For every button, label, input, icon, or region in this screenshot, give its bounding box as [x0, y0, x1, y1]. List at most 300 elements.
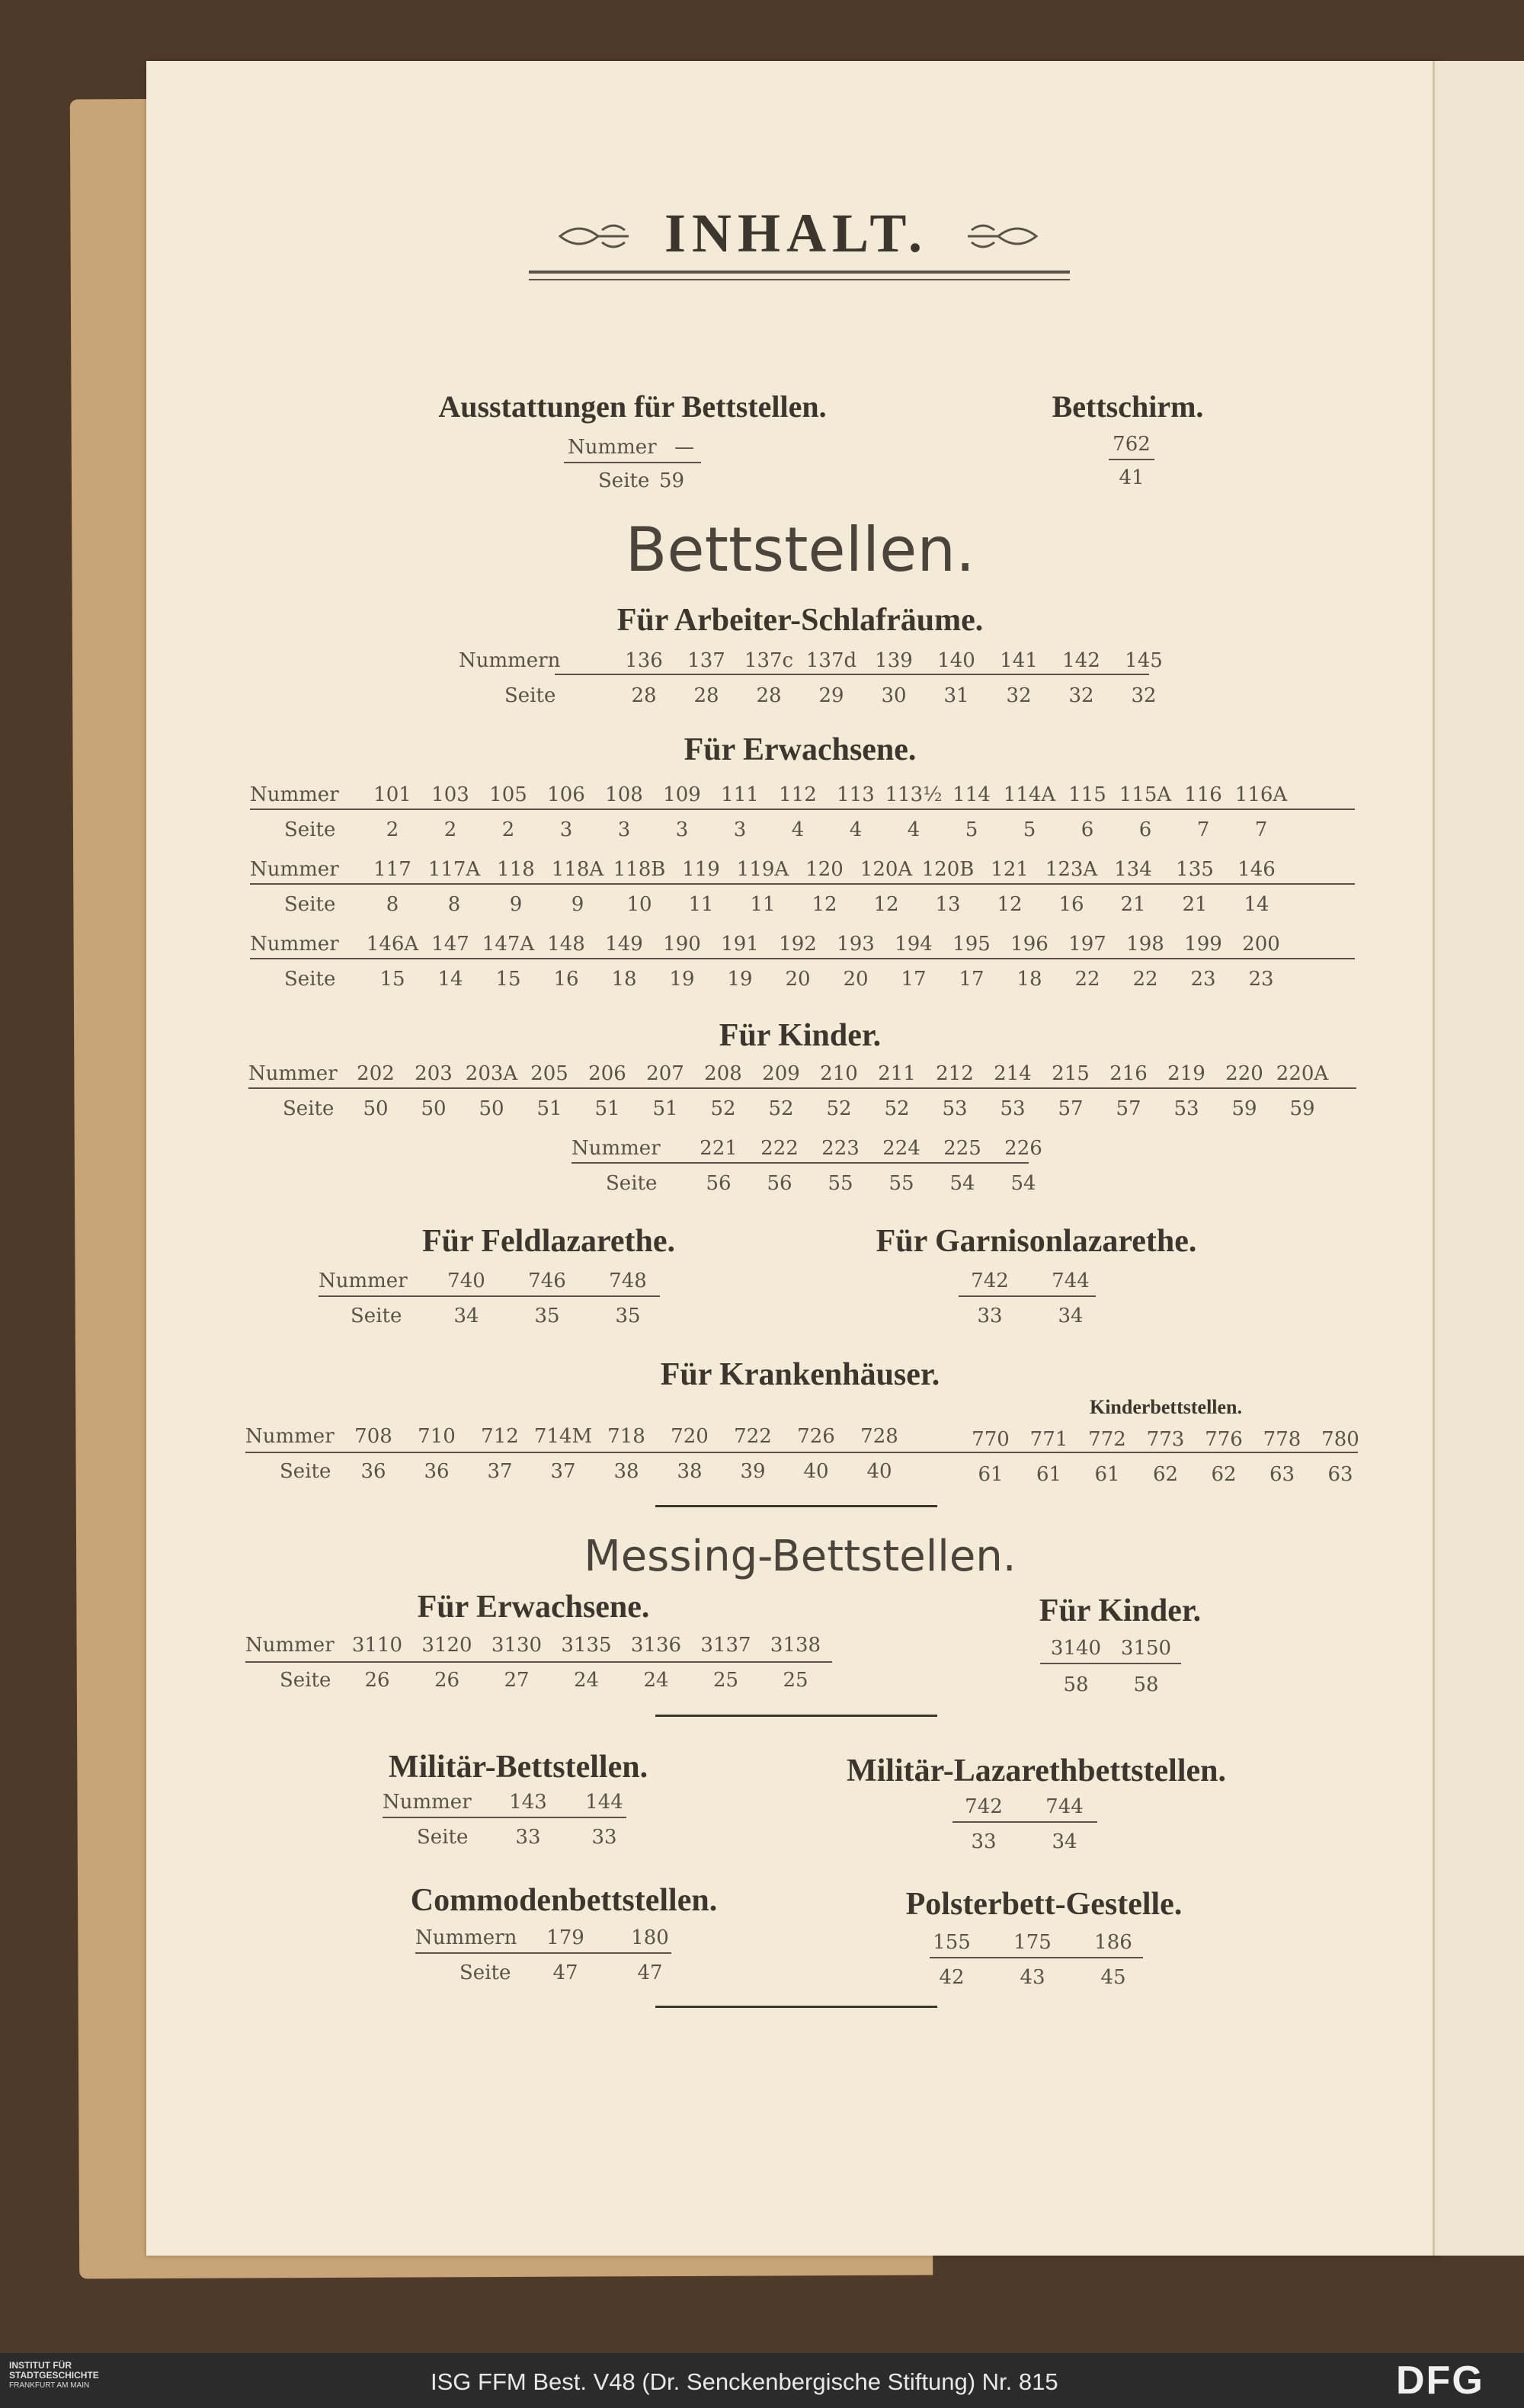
erwachsene-seite-cell: 7 — [1196, 818, 1210, 841]
erwachsene-nummer-cell: 118 — [497, 858, 535, 881]
arbeiter-seite-label: Seite — [504, 684, 556, 707]
ausstattungen-nummer: — — [674, 436, 694, 459]
table-rule — [952, 1821, 1097, 1823]
erwachsene-seite-cell: 21 — [1182, 893, 1208, 916]
kinder-nummer-cell: 214 — [994, 1062, 1032, 1085]
erwachsene-nummer-cell: 193 — [837, 933, 875, 956]
bettschirm-seite: 41 — [1119, 466, 1145, 489]
erwachsene-nummer-cell: 115A — [1119, 783, 1172, 806]
messing-seite-cell: 25 — [712, 1669, 739, 1692]
bettstellen-title: Bettstellen. — [625, 514, 975, 585]
erwachsene-seite-cell: 8 — [447, 893, 461, 916]
page-title: INHALT. — [664, 203, 929, 264]
kinder-nummer-cell-2: 222 — [760, 1137, 799, 1160]
table-rule — [383, 1817, 626, 1818]
kranken-seite-cell: 40 — [803, 1460, 829, 1483]
erwachsene-seite-cell: 12 — [997, 893, 1023, 916]
erwachsene-nummer-cell: 120A — [860, 858, 913, 881]
table-rule — [1040, 1663, 1181, 1664]
erwachsene-nummer-label: Nummer — [250, 783, 339, 806]
messing-seite-label: Seite — [280, 1669, 331, 1692]
polster-nummer-cell: 175 — [1013, 1931, 1052, 1954]
militaer-seite-cell: 33 — [591, 1826, 617, 1849]
messing-kinder-heading: Für Kinder. — [1039, 1593, 1202, 1628]
feld-seite-cell: 34 — [453, 1305, 479, 1327]
messing-nummer-cell: 3130 — [491, 1634, 543, 1657]
kranken-kinder-nummer-cell: 773 — [1146, 1428, 1185, 1451]
kinder-heading: Für Kinder. — [719, 1018, 882, 1053]
messing-nummer-cell: 3135 — [561, 1634, 612, 1657]
kinder-seite-cell-2: 54 — [1010, 1172, 1036, 1195]
feld-nummer-cell: 740 — [447, 1270, 485, 1292]
garnison-seite-cell: 33 — [977, 1305, 1003, 1327]
ausstattungen-nummer-label: Nummer — [568, 436, 657, 459]
arbeiter-nummer-cell: 142 — [1062, 649, 1100, 672]
kinder-nummer-cell: 216 — [1109, 1062, 1148, 1085]
polster-seite-cell: 43 — [1020, 1966, 1045, 1989]
kinder-nummer-label-2: Nummer — [572, 1137, 661, 1160]
kinder-seite-cell: 57 — [1058, 1097, 1084, 1120]
erwachsene-nummer-cell: 134 — [1114, 858, 1152, 881]
erwachsene-seite-cell: 11 — [750, 893, 776, 916]
kinder-seite-cell: 50 — [479, 1097, 504, 1120]
militaer-laz-nummer-cell: 744 — [1045, 1795, 1084, 1818]
kinderbettstellen-subheading: Kinderbettstellen. — [1089, 1396, 1243, 1418]
militaer-lazareth-heading: Militär-Lazarethbettstellen. — [846, 1753, 1226, 1788]
kinder-nummer-cell: 212 — [936, 1062, 974, 1085]
militaer-laz-nummer-cell: 742 — [965, 1795, 1003, 1818]
kinder-nummer-cell: 203 — [415, 1062, 453, 1085]
kranken-nummer-cell: 728 — [860, 1425, 898, 1448]
erwachsene-nummer-cell: 119A — [736, 858, 789, 881]
erwachsene-nummer-cell: 148 — [547, 933, 585, 956]
kinder-seite-cell: 57 — [1116, 1097, 1141, 1120]
kranken-kinder-seite-cell: 61 — [978, 1463, 1004, 1486]
erwachsene-seite-cell: 22 — [1074, 968, 1100, 991]
erwachsene-nummer-cell: 109 — [663, 783, 701, 806]
kinder-seite-cell: 53 — [942, 1097, 968, 1120]
erwachsene-nummer-cell: 105 — [489, 783, 527, 806]
erwachsene-seite-cell: 14 — [1244, 893, 1269, 916]
krankenhaeuser-heading: Für Krankenhäuser. — [660, 1357, 940, 1392]
erwachsene-nummer-cell: 146A — [366, 933, 419, 956]
messing-nummer-label: Nummer — [245, 1634, 335, 1657]
erwachsene-seite-cell: 4 — [849, 818, 863, 841]
section-separator — [655, 1505, 937, 1507]
erwachsene-seite-cell: 22 — [1132, 968, 1158, 991]
kinder-seite-cell-2: 54 — [949, 1172, 975, 1195]
messing-seite-cell: 24 — [573, 1669, 600, 1692]
arbeiter-heading: Für Arbeiter-Schlafräume. — [616, 603, 984, 638]
kinder-seite-cell-2: 56 — [767, 1172, 792, 1195]
kranken-kinder-nummer-cell: 780 — [1321, 1428, 1359, 1451]
erwachsene-nummer-cell: 116A — [1234, 783, 1288, 806]
erwachsene-seite-cell: 9 — [571, 893, 584, 916]
erwachsene-nummer-cell: 196 — [1010, 933, 1049, 956]
kinder-nummer-cell-2: 226 — [1004, 1137, 1042, 1160]
kranken-nummer-cell: 714M — [533, 1425, 593, 1448]
feld-nummer-label: Nummer — [319, 1270, 408, 1292]
erwachsene-nummer-cell: 199 — [1184, 933, 1222, 956]
table-rule — [245, 1452, 1358, 1453]
kranken-kinder-nummer-cell: 776 — [1205, 1428, 1243, 1451]
erwachsene-seite-cell: 5 — [965, 818, 978, 841]
erwachsene-seite-cell: 17 — [959, 968, 985, 991]
kranken-kinder-nummer-cell: 772 — [1088, 1428, 1126, 1451]
erwachsene-nummer-cell: 197 — [1068, 933, 1106, 956]
erwachsene-nummer-cell: 123A — [1045, 858, 1098, 881]
arbeiter-seite-cell: 28 — [631, 684, 657, 707]
erwachsene-nummer-cell: 146 — [1237, 858, 1276, 881]
table-rule — [930, 1957, 1143, 1958]
kinder-nummer-cell: 210 — [820, 1062, 858, 1085]
feld-seite-label: Seite — [351, 1305, 402, 1327]
erwachsene-seite-cell: 7 — [1254, 818, 1268, 841]
kranken-kinder-nummer-cell: 770 — [972, 1428, 1010, 1451]
kinder-nummer-cell: 209 — [762, 1062, 800, 1085]
kranken-nummer-cell: 720 — [671, 1425, 709, 1448]
polster-heading: Polsterbett-Gestelle. — [905, 1887, 1183, 1922]
erwachsene-seite-cell: 3 — [733, 818, 747, 841]
messing-kinder-seite-cell: 58 — [1133, 1673, 1159, 1696]
table-rule — [319, 1295, 660, 1297]
erwachsene-seite-cell: 13 — [935, 893, 961, 916]
kranken-kinder-seite-cell: 61 — [1094, 1463, 1120, 1486]
erwachsene-nummer-cell: 108 — [605, 783, 643, 806]
section-separator-3 — [655, 2006, 937, 2008]
erwachsene-nummer-cell: 191 — [721, 933, 759, 956]
kranken-seite-cell: 38 — [677, 1460, 703, 1483]
erwachsene-seite-cell: 2 — [443, 818, 457, 841]
erwachsene-nummer-cell: 120 — [805, 858, 844, 881]
erwachsene-seite-cell: 16 — [1058, 893, 1084, 916]
erwachsene-nummer-cell: 198 — [1126, 933, 1164, 956]
kinder-seite-cell: 52 — [826, 1097, 852, 1120]
kranken-kinder-seite-cell: 63 — [1327, 1463, 1353, 1486]
garnison-nummer-cell: 742 — [971, 1270, 1009, 1292]
erwachsene-nummer-cell: 101 — [373, 783, 411, 806]
messing-seite-cell: 26 — [364, 1669, 390, 1692]
kinder-nummer-label: Nummer — [248, 1062, 338, 1085]
kranken-seite-cell: 37 — [487, 1460, 513, 1483]
kinder-seite-cell: 53 — [1000, 1097, 1026, 1120]
kranken-kinder-seite-cell: 62 — [1152, 1463, 1179, 1486]
kinder-nummer-cell: 219 — [1167, 1062, 1205, 1085]
messing-kinder-nummer-cell: 3140 — [1050, 1637, 1102, 1660]
kinder-seite-cell: 52 — [884, 1097, 910, 1120]
kinder-seite-cell-2: 55 — [828, 1172, 853, 1195]
kinder-seite-cell: 51 — [594, 1097, 620, 1120]
erwachsene-nummer-cell: 114A — [1003, 783, 1056, 806]
table-rule — [959, 1295, 1096, 1297]
kinder-nummer-cell: 208 — [704, 1062, 742, 1085]
polster-seite-cell: 42 — [939, 1966, 965, 1989]
table-rule — [250, 809, 1355, 810]
kinder-seite-cell: 50 — [363, 1097, 389, 1120]
erwachsene-nummer-cell: 112 — [779, 783, 817, 806]
messing-nummer-cell: 3136 — [630, 1634, 682, 1657]
kinder-nummer-cell: 215 — [1052, 1062, 1090, 1085]
bettschirm-nummer: 762 — [1113, 433, 1151, 456]
table-rule — [572, 1162, 1029, 1164]
kinder-seite-cell: 52 — [768, 1097, 794, 1120]
kranken-nummer-cell: 710 — [418, 1425, 456, 1448]
kranken-nummer-cell: 718 — [607, 1425, 645, 1448]
erwachsene-seite-cell: 15 — [379, 968, 405, 991]
erwachsene-nummer-cell: 192 — [779, 933, 817, 956]
commoden-nummer-cell: 180 — [631, 1926, 669, 1949]
messing-kinder-nummer-cell: 3150 — [1120, 1637, 1172, 1660]
erwachsene-seite-cell: 16 — [553, 968, 579, 991]
kinder-seite-cell: 53 — [1173, 1097, 1199, 1120]
erwachsene-seite-cell: 6 — [1138, 818, 1152, 841]
kranken-seite-cell: 37 — [550, 1460, 576, 1483]
erwachsene-seite-cell: 8 — [386, 893, 399, 916]
erwachsene-seite-cell: 23 — [1190, 968, 1216, 991]
arbeiter-nummer-cell: 139 — [875, 649, 913, 672]
kinder-seite-cell: 52 — [710, 1097, 736, 1120]
ausstattungen-seite: 59 — [659, 469, 685, 492]
kranken-kinder-nummer-cell: 778 — [1263, 1428, 1301, 1451]
erwachsene-nummer-cell: 117A — [427, 858, 481, 881]
erwachsene-seite-cell: 9 — [509, 893, 523, 916]
erwachsene-seite-cell: 18 — [611, 968, 637, 991]
arbeiter-seite-cell: 28 — [756, 684, 782, 707]
kinder-nummer-cell: 202 — [357, 1062, 395, 1085]
erwachsene-nummer-cell: 195 — [952, 933, 991, 956]
feld-seite-cell: 35 — [534, 1305, 560, 1327]
messing-nummer-cell: 3137 — [700, 1634, 751, 1657]
feld-nummer-cell: 748 — [609, 1270, 647, 1292]
commoden-seite-cell: 47 — [552, 1961, 578, 1984]
document-caption: ISG FFM Best. V48 (Dr. Senckenbergische Stiftung) Nr. 815 — [431, 2368, 1058, 2395]
erwachsene-seite-cell: 2 — [501, 818, 515, 841]
arbeiter-seite-cell: 29 — [818, 684, 844, 707]
kranken-nummer-cell: 708 — [354, 1425, 392, 1448]
militaer-heading: Militär-Bettstellen. — [388, 1750, 648, 1785]
kinder-seite-cell: 51 — [652, 1097, 678, 1120]
erwachsene-nummer-cell: 103 — [431, 783, 469, 806]
messing-nummer-cell: 3120 — [421, 1634, 472, 1657]
ausstattungen-heading: Ausstattungen für Bettstellen. — [438, 389, 827, 424]
messing-kinder-seite-cell: 58 — [1063, 1673, 1089, 1696]
kinder-nummer-cell: 203A — [465, 1062, 518, 1085]
erwachsene-nummer-cell: 190 — [663, 933, 701, 956]
erwachsene-seite-cell: 20 — [843, 968, 869, 991]
arbeiter-seite-cell: 28 — [693, 684, 719, 707]
arbeiter-seite-cell: 32 — [1006, 684, 1032, 707]
erwachsene-seite-cell: 4 — [791, 818, 805, 841]
erwachsene-seite-cell: 18 — [1017, 968, 1042, 991]
title-rule — [529, 271, 1070, 274]
erwachsene-seite-cell: 20 — [785, 968, 811, 991]
section-separator-2 — [655, 1715, 937, 1717]
erwachsene-seite-cell: 19 — [669, 968, 695, 991]
adjacent-page-edge — [1433, 61, 1524, 2256]
kranken-seite-cell: 40 — [866, 1460, 892, 1483]
erwachsene-seite-cell: 10 — [626, 893, 652, 916]
kranken-nummer-cell: 726 — [797, 1425, 835, 1448]
messing-nummer-cell: 3110 — [351, 1634, 403, 1657]
table-rule — [250, 883, 1355, 885]
erwachsene-nummer-cell: 118A — [551, 858, 604, 881]
kinder-nummer-cell-2: 223 — [821, 1137, 860, 1160]
erwachsene-seite-cell: 2 — [386, 818, 399, 841]
messing-nummer-cell: 3138 — [770, 1634, 821, 1657]
kinder-seite-cell-2: 56 — [706, 1172, 732, 1195]
polster-nummer-cell: 186 — [1094, 1931, 1132, 1954]
erwachsene-seite-cell: 12 — [812, 893, 837, 916]
kranken-nummer-cell: 712 — [481, 1425, 519, 1448]
kinder-nummer-cell-2: 221 — [700, 1137, 738, 1160]
kranken-kinder-seite-cell: 61 — [1036, 1463, 1062, 1486]
messing-seite-cell: 24 — [643, 1669, 669, 1692]
erwachsene-nummer-cell: 194 — [895, 933, 933, 956]
kranken-nummer-cell: 722 — [734, 1425, 772, 1448]
kinder-seite-cell: 59 — [1289, 1097, 1315, 1120]
ausstattungen-seite-label: Seite — [598, 469, 650, 492]
kinder-nummer-cell: 211 — [878, 1062, 916, 1085]
ausstattungen-rule — [564, 462, 701, 463]
arbeiter-nummer-cell: 145 — [1125, 649, 1163, 672]
erwachsene-nummer-cell: 113 — [837, 783, 875, 806]
kranken-seite-label: Seite — [280, 1460, 331, 1483]
polster-nummer-cell: 155 — [933, 1931, 971, 1954]
kinder-seite-label-2: Seite — [606, 1172, 658, 1195]
kinder-seite-cell: 51 — [536, 1097, 562, 1120]
kinder-seite-label: Seite — [283, 1097, 335, 1120]
erwachsene-nummer-cell: 120B — [921, 858, 975, 881]
polster-seite-cell: 45 — [1100, 1966, 1126, 1989]
erwachsene-nummer-cell: 117 — [373, 858, 411, 881]
kinder-nummer-cell-2: 225 — [943, 1137, 981, 1160]
kinder-seite-cell: 50 — [421, 1097, 447, 1120]
erwachsene-nummer-cell: 115 — [1068, 783, 1106, 806]
table-rule — [245, 1661, 832, 1663]
kinder-nummer-cell: 205 — [530, 1062, 568, 1085]
erwachsene-seite-cell: 6 — [1081, 818, 1094, 841]
kranken-nummer-label: Nummer — [245, 1425, 335, 1448]
garnison-seite-cell: 34 — [1058, 1305, 1084, 1327]
erwachsene-seite-cell: 3 — [559, 818, 573, 841]
erwachsene-seite-cell: 3 — [675, 818, 689, 841]
militaer-nummer-label: Nummer — [383, 1791, 472, 1814]
militaer-seite-cell: 33 — [515, 1826, 541, 1849]
feldlazarethe-heading: Für Feldlazarethe. — [421, 1224, 676, 1259]
arbeiter-nummer-label: Nummern — [459, 649, 561, 672]
messing-seite-cell: 26 — [434, 1669, 460, 1692]
erwachsene-nummer-cell: 106 — [547, 783, 585, 806]
erwachsene-nummer-cell: 200 — [1242, 933, 1280, 956]
kranken-seite-cell: 36 — [360, 1460, 386, 1483]
arbeiter-nummer-cell: 137 — [687, 649, 725, 672]
garnisonlazarethe-heading: Für Garnisonlazarethe. — [876, 1224, 1197, 1259]
erwachsene-heading: Für Erwachsene. — [684, 732, 917, 767]
erwachsene-seite-cell: 3 — [617, 818, 631, 841]
kranken-seite-cell: 39 — [740, 1460, 766, 1483]
institute-logo: INSTITUT FÜR STADTGESCHICHTE FRANKFURT AM MAIN — [9, 2360, 99, 2390]
kinder-seite-cell-2: 55 — [888, 1172, 914, 1195]
messing-erwachsene-heading: Für Erwachsene. — [417, 1590, 650, 1625]
kranken-seite-cell: 38 — [613, 1460, 639, 1483]
erwachsene-seite-label: Seite — [284, 968, 336, 991]
erwachsene-seite-cell: 15 — [495, 968, 521, 991]
erwachsene-nummer-cell: 147A — [482, 933, 535, 956]
arbeiter-nummer-cell: 140 — [937, 649, 975, 672]
kranken-kinder-nummer-cell: 771 — [1029, 1428, 1068, 1451]
arbeiter-nummer-cell: 137c — [744, 649, 794, 672]
erwachsene-seite-label: Seite — [284, 818, 336, 841]
erwachsene-seite-cell: 11 — [688, 893, 714, 916]
militaer-seite-label: Seite — [417, 1826, 469, 1849]
erwachsene-seite-cell: 14 — [437, 968, 463, 991]
kinder-nummer-cell: 220A — [1276, 1062, 1329, 1085]
commoden-seite-label: Seite — [459, 1961, 511, 1984]
dfg-logo: DFG — [1396, 2358, 1484, 2403]
ornament-right-icon — [964, 213, 1040, 259]
ornament-left-icon — [556, 213, 632, 259]
kranken-kinder-seite-cell: 62 — [1211, 1463, 1237, 1486]
erwachsene-seite-cell: 5 — [1023, 818, 1036, 841]
commoden-heading: Commodenbettstellen. — [410, 1883, 718, 1918]
erwachsene-seite-cell: 17 — [901, 968, 927, 991]
arbeiter-seite-cell: 31 — [943, 684, 969, 707]
erwachsene-seite-cell: 23 — [1248, 968, 1274, 991]
erwachsene-nummer-cell: 149 — [605, 933, 643, 956]
erwachsene-nummer-cell: 111 — [721, 783, 759, 806]
militaer-laz-seite-cell: 34 — [1052, 1830, 1077, 1853]
bettschirm-heading: Bettschirm. — [1052, 389, 1204, 424]
messing-seite-cell: 25 — [783, 1669, 808, 1692]
erwachsene-seite-cell: 4 — [907, 818, 920, 841]
feld-seite-cell: 35 — [615, 1305, 641, 1327]
erwachsene-nummer-cell: 119 — [682, 858, 720, 881]
erwachsene-nummer-cell: 135 — [1176, 858, 1214, 881]
erwachsene-nummer-cell: 118B — [613, 858, 666, 881]
militaer-nummer-cell: 143 — [509, 1791, 547, 1814]
arbeiter-nummer-cell: 136 — [625, 649, 663, 672]
messing-seite-cell: 27 — [504, 1669, 530, 1692]
erwachsene-nummer-cell: 114 — [952, 783, 991, 806]
erwachsene-nummer-cell: 121 — [991, 858, 1029, 881]
arbeiter-nummer-cell: 141 — [1000, 649, 1038, 672]
title-rule-2 — [529, 279, 1070, 280]
kinder-nummer-cell: 207 — [646, 1062, 684, 1085]
erwachsene-seite-cell: 12 — [873, 893, 899, 916]
erwachsene-seite-cell: 19 — [727, 968, 753, 991]
kinder-nummer-cell-2: 224 — [882, 1137, 920, 1160]
arbeiter-seite-cell: 30 — [881, 684, 907, 707]
table-rule — [250, 958, 1355, 959]
kranken-kinder-seite-cell: 63 — [1269, 1463, 1295, 1486]
erwachsene-nummer-label: Nummer — [250, 933, 339, 956]
arbeiter-seite-cell: 32 — [1068, 684, 1094, 707]
erwachsene-nummer-cell: 113½ — [885, 783, 943, 806]
kranken-seite-cell: 36 — [424, 1460, 450, 1483]
kinder-seite-cell: 59 — [1231, 1097, 1257, 1120]
table-rule — [415, 1952, 671, 1954]
messing-title: Messing-Bettstellen. — [584, 1532, 1017, 1581]
erwachsene-nummer-cell: 116 — [1184, 783, 1222, 806]
feld-nummer-cell: 746 — [528, 1270, 566, 1292]
commoden-nummer-cell: 179 — [546, 1926, 584, 1949]
militaer-laz-seite-cell: 33 — [971, 1830, 997, 1853]
erwachsene-nummer-label: Nummer — [250, 858, 339, 881]
bettschirm-rule — [1109, 459, 1154, 460]
arbeiter-nummer-cell: 137d — [805, 649, 857, 672]
kinder-nummer-cell: 206 — [588, 1062, 626, 1085]
table-rule — [248, 1087, 1356, 1089]
